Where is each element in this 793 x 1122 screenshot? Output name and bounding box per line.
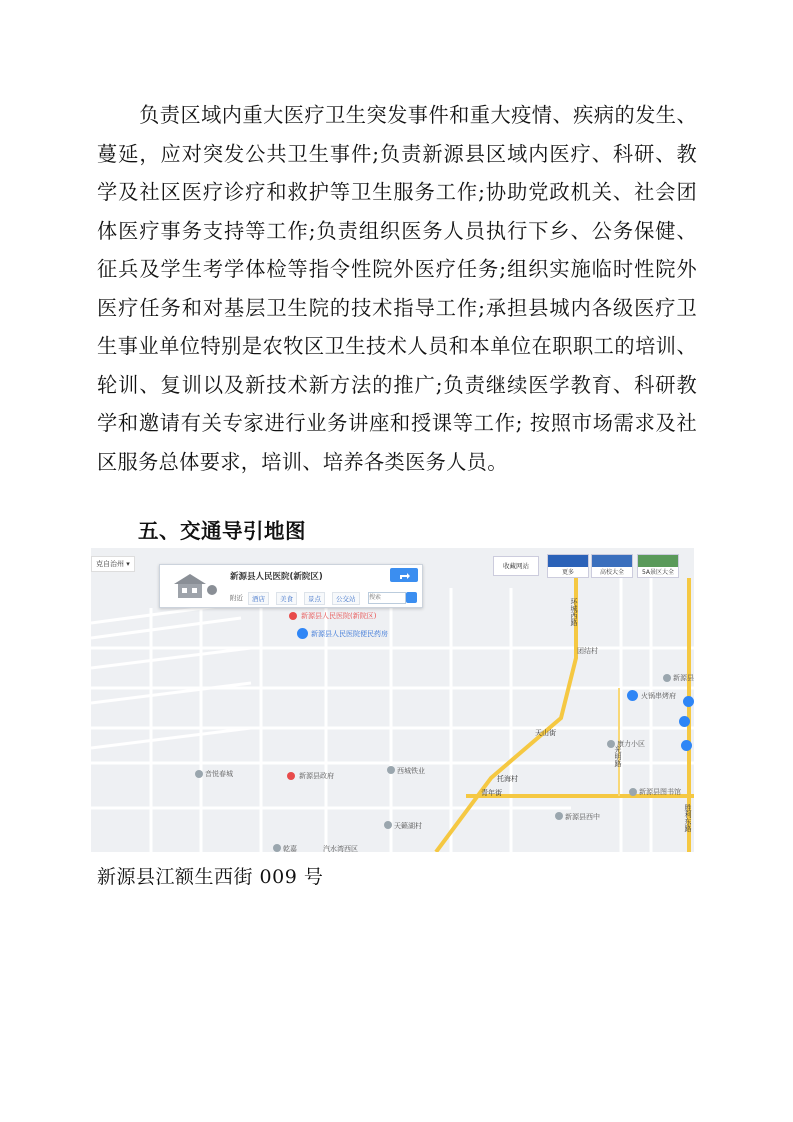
gov-pin-icon[interactable] [287, 772, 295, 780]
scenic-icon [638, 555, 678, 567]
body-paragraph [97, 96, 697, 481]
para-line: 外医疗任务和对基层卫生院的技术指导工作;承担县城内各级医 [97, 257, 697, 320]
hospital-house-icon [168, 570, 218, 600]
poi-icon[interactable] [384, 821, 392, 829]
hospital-pin-icon[interactable] [289, 612, 297, 620]
poi-icon[interactable] [273, 844, 281, 852]
pharmacy-pin-label: 新源县人民医院便民药房 [311, 630, 388, 638]
search-icon[interactable] [406, 592, 417, 603]
university-icon [592, 555, 632, 567]
poi-icon[interactable] [663, 674, 671, 682]
poi-icon[interactable] [387, 766, 395, 774]
scenic-tile[interactable]: 5A景区大全 [637, 554, 679, 578]
poi-icon[interactable] [195, 770, 203, 778]
more-button[interactable]: 更多 [547, 554, 589, 578]
poi-icon[interactable] [555, 812, 563, 820]
para-line: 科研教学和邀请有关专家进行业务讲座和授课等工作; 按照市场 [97, 372, 697, 435]
nearby-tab-scenic[interactable]: 景点 [304, 592, 325, 605]
favorite-site-button[interactable]: 收藏网站 [493, 556, 539, 576]
route-button[interactable] [390, 568, 418, 582]
pharmacy-pin-icon[interactable] [297, 628, 308, 639]
para-line: 需求及社区服务总体要求，培训、培养各类医务人员。 [97, 411, 697, 474]
para-line: 蔓延，应对突发公共卫生事件;负责新源县区域内医疗、科研、教 [97, 141, 697, 166]
route-arrow-icon [390, 569, 418, 583]
nearby-tab-hotel[interactable]: 酒店 [248, 592, 269, 605]
para-line: 征兵及学生考学体检等指令性院外医疗任务;组织实施临时性院 [97, 257, 677, 281]
para-line: 负责区域内重大医疗卫生突发事件和重大疫情、疾病的发生、 [139, 103, 697, 127]
nearby-label: 附近 [230, 594, 243, 602]
nearby-tab-food[interactable]: 美食 [276, 592, 297, 605]
nearby-search-input[interactable] [368, 592, 406, 604]
para-line: 体医疗事务支持等工作;负责组织医务人员执行下乡、公务保健、 [97, 218, 697, 243]
para-line: 学及社区医疗诊疗和救护等卫生服务工作;协助党政机关、社会团 [97, 180, 697, 204]
poi-icon[interactable] [629, 788, 637, 796]
address-text: 新源县江额生西街 009 号 [97, 866, 324, 888]
grid-icon [548, 555, 588, 567]
poi-pin-icon[interactable] [627, 690, 638, 701]
poi-pin-icon[interactable] [679, 716, 690, 727]
para-line: 培训、轮训、复训以及新技术新方法的推广;负责继续医学教育、 [97, 334, 697, 397]
place-card[interactable] [159, 564, 423, 608]
hospital-pin-label: 新源县人民医院(新院区) [301, 612, 377, 620]
poi-pin-icon[interactable] [683, 696, 694, 707]
poi-pin-icon[interactable] [681, 740, 692, 751]
university-tile[interactable]: 高校大全 [591, 554, 633, 578]
traffic-map[interactable]: 克自治州 ▾ 新源县人民医院(新院区) 附近 酒店 美食 景点 公交站 搜索 收藏网站 更多 高校大全 5A景区大全 新源县人民医院(新院区) 新源县人民医院便民药房 音悦春城 新源县政府 西城铁业 天籁湖村 乾嘉 汽水湾西区 康力小区 火锅串烤府 新源县图书馆 新源县西中 团结村 新源县 环城西路 天山街 光明路 青年街 托海村 胜利东路 [91, 548, 694, 852]
para-line: 疗卫生事业单位特别是农牧区卫生技术人员和本单位在职职工的 [97, 295, 697, 358]
city-select[interactable]: 克自治州 ▾ [91, 556, 135, 572]
nearby-tab-bus[interactable]: 公交站 [332, 592, 360, 605]
section-heading: 五、交通导引地图 [138, 519, 306, 543]
place-title: 新源县人民医院(新院区) [230, 572, 323, 582]
